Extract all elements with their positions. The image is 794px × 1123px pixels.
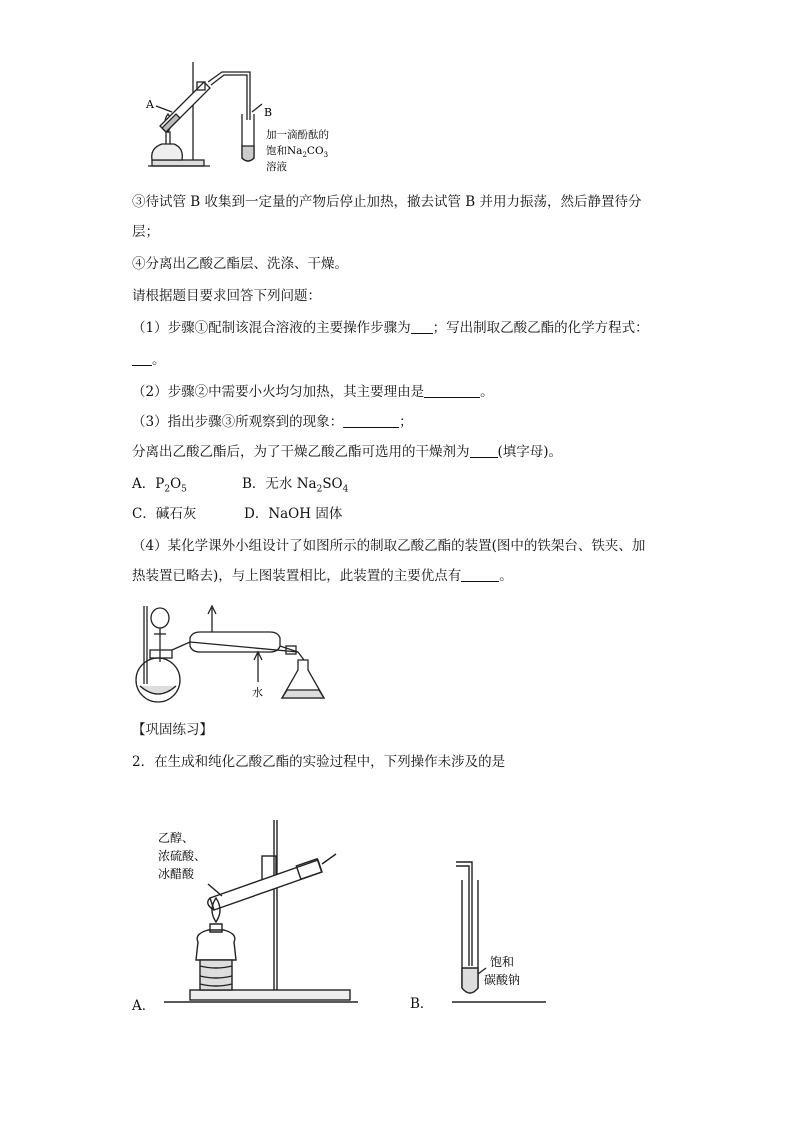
- option-b-marker[interactable]: B．: [410, 996, 434, 1012]
- q4-text-2: 。: [499, 568, 513, 584]
- option-a-mid: O: [170, 476, 182, 492]
- q1-blank-1[interactable]: [411, 319, 433, 334]
- q1-text-2: ；写出制取乙酸乙酯的化学方程式：: [432, 320, 649, 336]
- apparatus-figure-2: [130, 598, 340, 708]
- option-b-sub1: 2: [316, 484, 323, 495]
- option-a-marker[interactable]: A．: [132, 998, 156, 1014]
- step3-line1: ③待试管 B 收集到一定量的产物后停止加热，撤去试管 B 并用力振荡，然后静置待分: [132, 194, 642, 210]
- question-2-stem: 2．在生成和纯化乙酸乙酯的实验过程中，下列操作未涉及的是: [132, 754, 506, 770]
- q3-blank-1[interactable]: [343, 413, 399, 428]
- option-a-figure: [150, 812, 360, 1012]
- label-a: A: [146, 98, 154, 111]
- option-b-mid: SO: [322, 476, 343, 492]
- option-a-sub1: 2: [164, 484, 171, 495]
- option-a[interactable]: [132, 474, 187, 494]
- q2-text-1: （2）步骤②中需要小火均匀加热，其主要理由是: [132, 384, 425, 400]
- question-1-line1: [132, 318, 649, 338]
- question-3-line1: [132, 412, 413, 432]
- q3-text-3: 分离出乙酸乙酯后，为了干燥乙酸乙酯可选用的干燥剂为: [132, 444, 470, 460]
- option-d[interactable]: D．NaOH 固体: [244, 506, 343, 522]
- option-b-text: B．无水 Na: [242, 476, 317, 492]
- option-b-sub2: 4: [342, 484, 349, 495]
- question-2-line: [132, 382, 494, 402]
- q4-text-1: 热装置已略去)，与上图装置相比，此装置的主要优点有: [132, 568, 462, 584]
- caption-line-2: 饱和$Na_2CO_3$: [266, 145, 329, 159]
- option-a-text: A．P: [132, 476, 165, 492]
- caption-line-1: 加一滴酚酞的: [266, 129, 329, 141]
- caption-line-3: 溶液: [266, 161, 287, 173]
- option-a-label-3: 冰醋酸: [158, 867, 195, 881]
- option-a-label-2: 浓硫酸、: [158, 849, 207, 863]
- question-4-line2: [132, 566, 513, 586]
- option-a-sub2: 5: [181, 484, 187, 495]
- q1-blank-2[interactable]: [132, 351, 152, 366]
- section-title: 【巩固练习】: [132, 722, 213, 738]
- q3-blank-2[interactable]: [470, 443, 498, 458]
- step4-line: ④分离出乙酸乙酯层、洗涤、干燥。: [132, 256, 348, 272]
- q3-text-1: （3）指出步骤③所观察到的现象：: [132, 414, 344, 430]
- question-1-line2: [132, 350, 166, 370]
- option-b-label-1: 饱和: [490, 955, 515, 969]
- option-b-label-2: 碳酸钠: [484, 973, 521, 987]
- label-b: B: [264, 106, 273, 119]
- q3-text-4: (填字母)。: [497, 444, 563, 460]
- prompt-line: 请根据题目要求回答下列问题：: [132, 288, 321, 304]
- step3-line2: 层；: [132, 224, 159, 240]
- question-4-line1: （4）某化学课外小组设计了如图所示的制取乙酸乙酯的装置(图中的铁架台、铁夹、加: [132, 538, 646, 554]
- water-label: 水: [252, 686, 263, 699]
- q1-text-3: 。: [152, 352, 166, 368]
- q3-text-2: ；: [399, 414, 413, 430]
- q4-blank[interactable]: [461, 567, 499, 582]
- option-b[interactable]: [242, 474, 348, 494]
- q2-blank[interactable]: [424, 383, 480, 398]
- q2-text-2: 。: [480, 384, 494, 400]
- option-b-figure: [450, 856, 560, 1006]
- option-c[interactable]: C．碱石灰: [132, 506, 197, 522]
- apparatus-figure-1: [140, 60, 370, 180]
- q1-text-1: （1）步骤①配制该混合溶液的主要操作步骤为: [132, 320, 411, 336]
- option-a-label-1: 乙醇、: [158, 831, 195, 845]
- question-3-line2: [132, 442, 562, 462]
